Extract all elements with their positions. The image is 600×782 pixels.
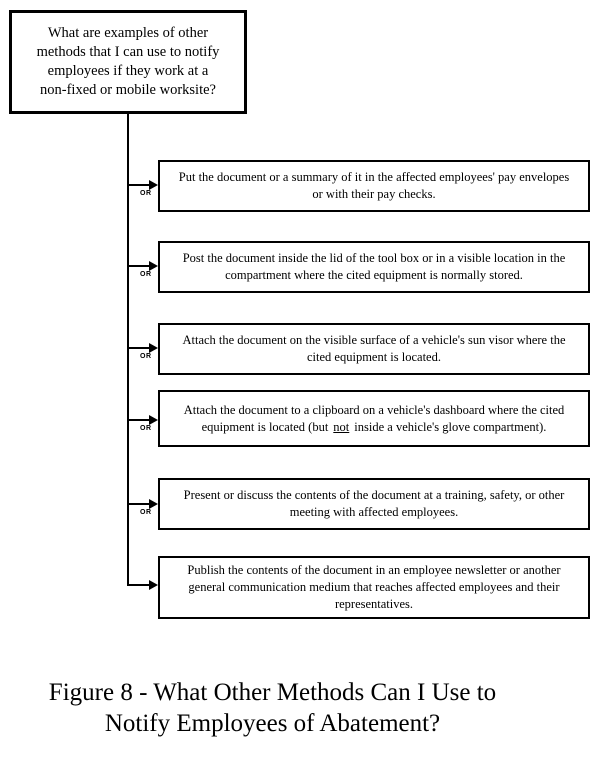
caption-line: Notify Employees of Abatement?	[104, 710, 441, 737]
method-box-line: representatives.	[334, 597, 414, 611]
arrow-right-icon	[149, 415, 158, 425]
method-box-newsletter	[158, 556, 590, 619]
method-box-line: general communication medium that reaches affected employees and their	[188, 580, 560, 594]
line-pre-text: equipment is located (but	[201, 419, 329, 434]
question-line: employees if they work at a	[47, 63, 209, 79]
underlined-not-text: not	[333, 419, 350, 434]
arrow-right-icon	[149, 343, 158, 353]
method-box-line: or with their pay checks.	[312, 187, 436, 201]
arrow-right-icon	[149, 180, 158, 190]
method-box-line: Attach the document on the visible surface of a vehicle's sun visor where the	[182, 333, 566, 347]
or-label: OR	[140, 353, 152, 360]
method-box-clipboard-dashboard	[158, 390, 590, 447]
method-box-line: Put the document or a summary of it in the affected employees' pay envelopes	[178, 170, 570, 184]
question-line: methods that I can use to notify	[36, 44, 220, 60]
question-box	[9, 10, 247, 114]
method-box-meeting	[158, 478, 590, 530]
arrow-right-icon	[149, 261, 158, 271]
arrow-right-icon	[149, 580, 158, 590]
method-box-sun-visor	[158, 323, 590, 375]
method-box-line	[160, 419, 588, 436]
line-post-text: inside a vehicle's glove compartment).	[354, 419, 547, 434]
or-label: OR	[140, 425, 152, 432]
caption-line: Figure 8 - What Other Methods Can I Use to	[48, 679, 497, 706]
or-label: OR	[140, 509, 152, 516]
arrow-right-icon	[149, 499, 158, 509]
method-box-tool-box	[158, 241, 590, 293]
method-box-line: meeting with affected employees.	[289, 505, 459, 519]
question-line: non-fixed or mobile worksite?	[40, 82, 216, 98]
method-box-line: cited equipment is located.	[307, 350, 441, 364]
method-box-pay-envelopes	[158, 160, 590, 212]
method-box-line: compartment where the cited equipment is normally stored.	[225, 268, 523, 282]
method-box-line: Attach the document to a clipboard on a vehicle's dashboard where the cited	[183, 402, 565, 417]
or-label: OR	[140, 271, 152, 278]
method-box-line: Publish the contents of the document in an employee newsletter or another	[187, 563, 561, 577]
figure-caption	[0, 677, 545, 739]
method-box-line: Post the document inside the lid of the tool box or in a visible location in the	[182, 251, 566, 265]
question-line: What are examples of other	[47, 25, 209, 41]
method-box-line: Present or discuss the contents of the document at a training, safety, or other	[183, 488, 565, 502]
or-label: OR	[140, 190, 152, 197]
